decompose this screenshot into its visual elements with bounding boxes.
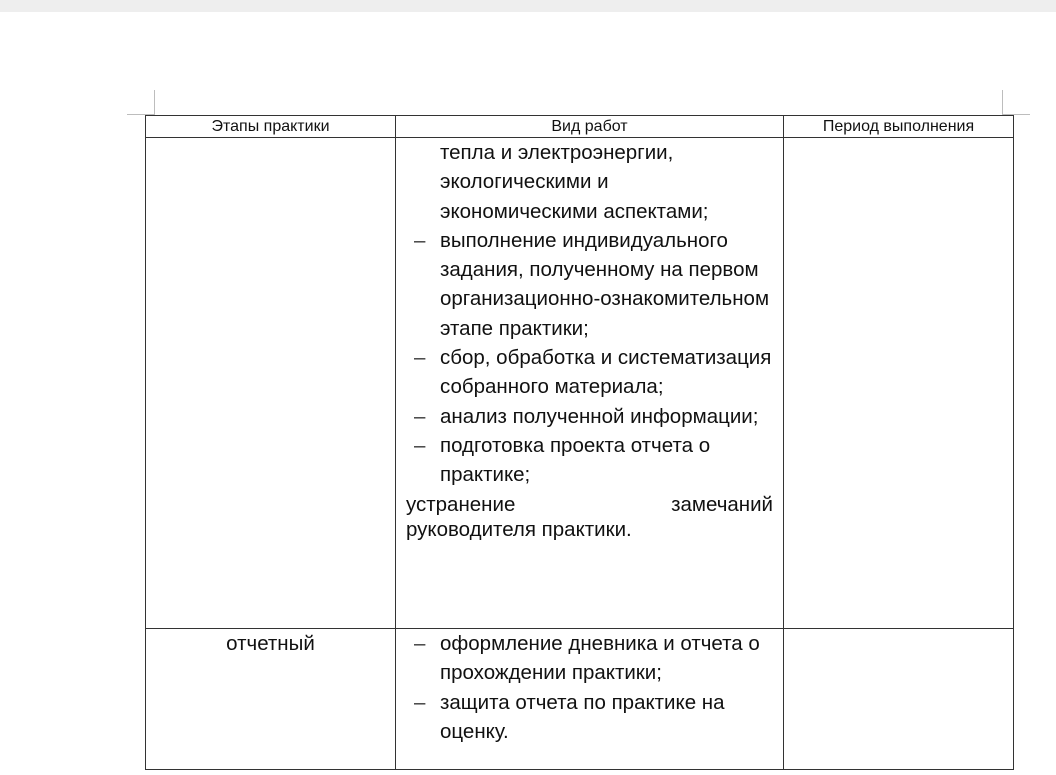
header-stages: Этапы практики [146,116,396,138]
list-item: тепла и электроэнергии, [440,141,674,164]
table-header-row [146,116,1014,138]
top-toolbar-strip [0,0,1056,12]
list-item: экономическими аспектами; [440,199,709,223]
header-work-type: Вид работ [396,116,784,138]
continuation-list [396,138,783,490]
paragraph-line [406,492,773,517]
paragraph-word: устранение [406,492,516,516]
table-row [146,629,1014,770]
period-cell [784,138,1014,629]
list-item: экологическими и [440,170,609,194]
margin-mark-left [154,90,155,115]
list-item: – сбор, обработка и систематизация собранного материала; [440,343,779,402]
work-list [396,629,783,746]
period-cell [784,629,1014,770]
list-item: – защита отчета по практике на оценку. [440,688,779,747]
stage-cell [146,629,396,770]
table-row [146,138,1014,629]
closing-paragraph [396,492,783,542]
list-item: – выполнение индивидуального задания, полученному на первом организационно-ознакомительном этапе практики; [440,226,779,343]
list-item: – подготовка проекта отчета о практике; [440,431,779,490]
margin-mark-right [1002,90,1003,115]
header-period: Период выполнения [784,116,1014,138]
stage-cell [146,138,396,629]
work-type-cell [396,138,784,629]
work-type-cell [396,629,784,770]
list-item: – оформление дневника и отчета о прохождении практики; [440,629,779,688]
practice-stages-table [145,115,1014,770]
paragraph-word: замечаний [671,492,773,516]
list-item: – анализ полученной информации; [440,402,779,431]
paragraph-line: руководителя практики. [406,517,632,541]
stage-label: отчетный [226,632,315,655]
